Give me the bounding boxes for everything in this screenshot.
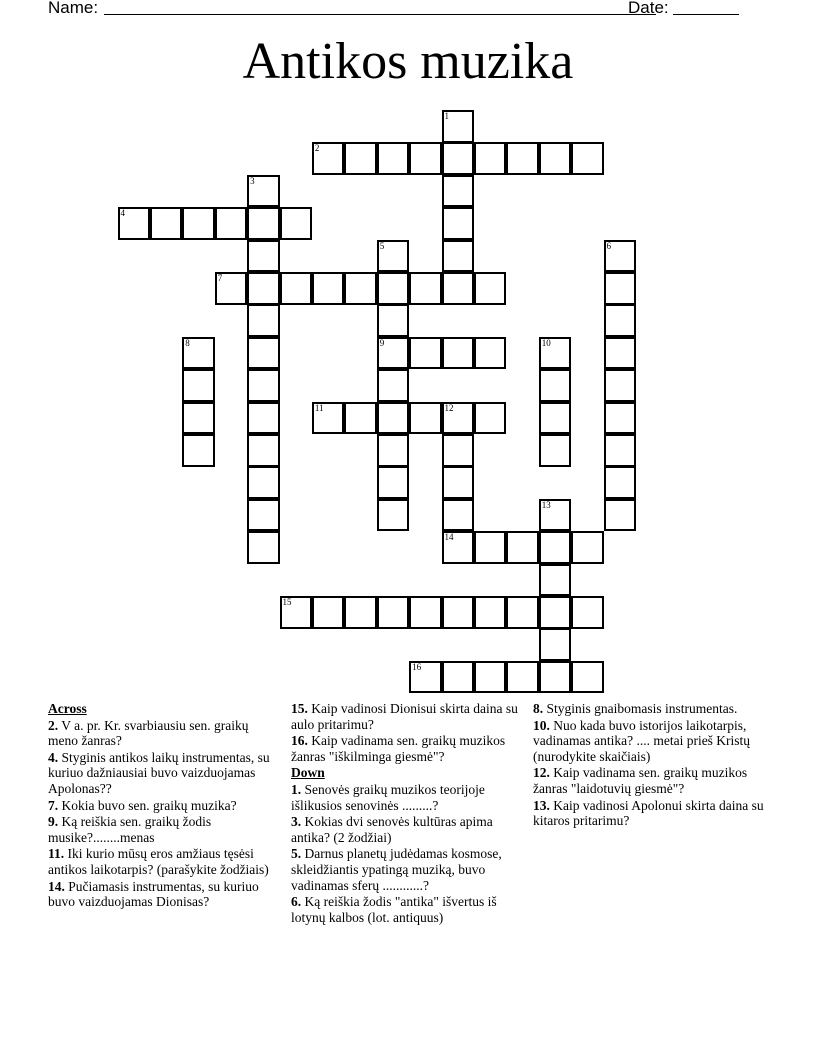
crossword-cell[interactable] — [182, 207, 215, 240]
crossword-cell[interactable] — [280, 207, 313, 240]
crossword-cell[interactable] — [604, 240, 637, 273]
crossword-cell[interactable] — [312, 142, 345, 175]
crossword-cell[interactable] — [442, 466, 475, 499]
crossword-cell[interactable] — [247, 531, 280, 564]
clue-item — [533, 701, 773, 717]
clue-item-number: 9. — [48, 814, 59, 830]
crossword-cell[interactable] — [506, 661, 539, 694]
clue-item-text: Kokia buvo sen. graikų muzika? — [61, 797, 237, 813]
clue-item — [291, 701, 523, 732]
crossword-cell[interactable] — [539, 628, 572, 661]
clue-item — [48, 814, 280, 845]
clue-item-number: 3. — [291, 814, 302, 830]
crossword-cell[interactable] — [377, 369, 410, 402]
crossword-cell[interactable] — [506, 142, 539, 175]
crossword-cell[interactable] — [247, 272, 280, 305]
crossword-cell[interactable] — [442, 337, 475, 370]
crossword-cell[interactable] — [247, 369, 280, 402]
crossword-cell[interactable] — [377, 596, 410, 629]
crossword-cell[interactable] — [344, 596, 377, 629]
clue-number: 10 — [541, 337, 551, 348]
clue-item-number: 8. — [533, 701, 544, 716]
down-heading: Down — [291, 765, 325, 781]
clue-item-number: 10. — [533, 717, 550, 733]
crossword-cell[interactable] — [247, 304, 280, 337]
crossword-cell[interactable] — [539, 337, 572, 370]
clue-item-text: Ką reiškia žodis "antika" išvertus iš lotynų kalbos (lot. antiquus) — [291, 894, 497, 925]
clue-item-text: Styginis gnaibomasis instrumentas. — [546, 701, 738, 716]
clue-item — [48, 798, 280, 814]
crossword-cell[interactable] — [571, 661, 604, 694]
crossword-cell[interactable] — [182, 337, 215, 370]
crossword-cell[interactable] — [312, 596, 345, 629]
crossword-cell[interactable] — [604, 272, 637, 305]
crossword-cell[interactable] — [474, 337, 507, 370]
crossword-cell[interactable] — [247, 337, 280, 370]
clue-number: 12 — [444, 402, 454, 413]
clue-number: 4 — [120, 208, 125, 219]
crossword-cell[interactable] — [377, 272, 410, 305]
clue-item-text: Kaip vadinama sen. graikų muzikos žanras "laidotuvių giesmė"? — [533, 765, 748, 796]
crossword-cell[interactable] — [182, 402, 215, 435]
crossword-cell[interactable] — [442, 272, 475, 305]
crossword-cell[interactable] — [312, 272, 345, 305]
clue-item — [291, 894, 523, 925]
clue-item — [291, 846, 523, 893]
clue-item — [48, 846, 280, 877]
crossword-cell[interactable] — [442, 207, 475, 240]
clue-item-text: Iki kurio mūsų eros amžiaus tęsėsi antikos laikotarpis? (parašykite žodžiais) — [48, 846, 269, 877]
crossword-cell[interactable] — [247, 207, 280, 240]
crossword-cell[interactable] — [442, 110, 475, 143]
crossword-cell[interactable] — [442, 402, 475, 435]
crossword-cell[interactable] — [604, 499, 637, 532]
clue-item — [533, 718, 773, 765]
clue-item — [48, 750, 280, 797]
clue-number: 15 — [282, 597, 292, 607]
crossword-cell[interactable] — [215, 272, 248, 305]
name-label: Name: — [48, 0, 99, 17]
crossword-cell[interactable] — [215, 207, 248, 240]
crossword-cell[interactable] — [474, 596, 507, 629]
crossword-cell[interactable] — [604, 304, 637, 337]
crossword-cell[interactable] — [409, 142, 442, 175]
crossword-cell[interactable] — [150, 207, 183, 240]
date-label: Date: — [628, 0, 669, 17]
clue-number: 11 — [314, 402, 324, 413]
clue-item-text: Darnus planetų judėdamas kosmose, skleidžiantis ypatingą muziką, buvo vadinamas sferų ............? — [291, 846, 502, 893]
crossword-cell[interactable] — [312, 402, 345, 435]
crossword-cell[interactable] — [604, 402, 637, 435]
clue-item-text: Senovės graikų muzikos teorijoje išlikusios senovinės .........? — [291, 781, 485, 813]
crossword-cell[interactable] — [377, 304, 410, 337]
crossword-cell[interactable] — [571, 142, 604, 175]
clue-item-number: 16. — [291, 733, 308, 749]
clue-item-text: Kaip vadinosi Dionisui skirta daina su aulo pritarimu? — [291, 701, 518, 732]
crossword-cell[interactable] — [182, 369, 215, 402]
crossword-cell[interactable] — [539, 499, 572, 532]
clues-column-2 — [291, 701, 523, 926]
clue-item — [291, 733, 523, 764]
crossword-cell[interactable] — [344, 142, 377, 175]
crossword-cell[interactable] — [604, 337, 637, 370]
clues-column-1 — [48, 701, 280, 911]
crossword-cell[interactable] — [377, 142, 410, 175]
crossword-cell[interactable] — [247, 175, 280, 208]
crossword-cell[interactable] — [539, 434, 572, 467]
crossword-cell[interactable] — [409, 661, 442, 694]
clue-number: 9 — [379, 337, 385, 348]
crossword-cell[interactable] — [182, 434, 215, 467]
crossword-cell[interactable] — [506, 596, 539, 629]
clue-number: 6 — [606, 240, 611, 251]
clue-item-number: 11. — [48, 846, 65, 862]
across-heading: Across — [48, 701, 87, 716]
clue-item-number: 7. — [48, 797, 59, 813]
crossword-cell[interactable] — [409, 337, 442, 370]
crossword-cell[interactable] — [247, 402, 280, 435]
crossword-cell[interactable] — [377, 337, 410, 370]
clue-item-text: Pučiamasis instrumentas, su kuriuo buvo vaizduojamas Dionisas? — [48, 878, 259, 910]
crossword-cell[interactable] — [377, 466, 410, 499]
clue-item-text: Ką reiškia sen. graikų žodis musike?........menas — [48, 814, 212, 845]
clue-item-number: 4. — [48, 749, 59, 765]
clue-item-text: V a. pr. Kr. svarbiausiu sen. graikų meno žanras? — [48, 717, 249, 749]
crossword-cell[interactable] — [409, 596, 442, 629]
crossword-cell[interactable] — [442, 434, 475, 467]
crossword-cell[interactable] — [539, 661, 572, 694]
crossword-cell[interactable] — [474, 661, 507, 694]
clue-number: 5 — [379, 240, 385, 251]
clue-item-number: 5. — [291, 846, 302, 862]
clue-item-number: 15. — [291, 701, 308, 716]
crossword-cell[interactable] — [474, 531, 507, 564]
clue-item-number: 2. — [48, 717, 59, 733]
crossword-cell[interactable] — [506, 531, 539, 564]
clue-item-number: 6. — [291, 894, 302, 910]
clue-item — [533, 765, 773, 796]
crossword-cell[interactable] — [474, 272, 507, 305]
clue-item — [291, 814, 523, 845]
clue-number: 7 — [217, 273, 223, 283]
puzzle-title: Antikos muzika — [242, 33, 574, 90]
crossword-cell[interactable] — [604, 434, 637, 467]
clue-item-text: Styginis antikos laikų instrumentas, su kuriuo dažniausiai buvo vaizduojamas Apolonas?? — [48, 749, 270, 796]
clue-item — [533, 798, 773, 829]
crossword-cell[interactable] — [442, 531, 475, 564]
clue-number: 16 — [412, 661, 422, 672]
clues-column-3 — [533, 701, 773, 830]
crossword-cell[interactable] — [280, 272, 313, 305]
clue-number: 1 — [444, 111, 449, 121]
clue-item-number: 1. — [291, 781, 302, 797]
crossword-cell[interactable] — [377, 434, 410, 467]
clue-item-text: Nuo kada buvo istorijos laikotarpis, vadinamas antika? .... metai prieš Kristų (nurodykite skaičiais) — [533, 717, 751, 764]
clue-number: 2 — [314, 143, 320, 154]
clue-number: 13 — [541, 499, 551, 510]
crossword-cell[interactable] — [280, 596, 313, 629]
clue-item-text: Kokias dvi senovės kultūras apima antika? (2 žodžiai) — [291, 814, 493, 845]
clue-item-number: 12. — [533, 765, 550, 781]
crossword-cell[interactable] — [604, 369, 637, 402]
crossword-cell[interactable] — [442, 499, 475, 532]
clue-number: 8 — [185, 337, 190, 348]
crossword-cell[interactable] — [118, 207, 151, 240]
crossword-cell[interactable] — [247, 499, 280, 532]
crossword-cell[interactable] — [442, 596, 475, 629]
clue-item-text: Kaip vadinama sen. graikų muzikos žanras "iškilminga giesmė"? — [291, 733, 506, 764]
crossword-cell[interactable] — [344, 402, 377, 435]
clue-item-number: 14. — [48, 878, 65, 894]
clue-item — [48, 718, 280, 749]
clue-number: 14 — [444, 532, 454, 543]
crossword-cell[interactable] — [442, 142, 475, 175]
crossword-cell[interactable] — [539, 531, 572, 564]
crossword-cell[interactable] — [377, 240, 410, 273]
crossword-cell[interactable] — [571, 596, 604, 629]
crossword-cell[interactable] — [247, 434, 280, 467]
clue-item-text: Kaip vadinosi Apolonui skirta daina su kitaros pritarimu? — [533, 797, 764, 829]
clue-item — [48, 879, 280, 910]
crossword-cell[interactable] — [539, 596, 572, 629]
crossword-cell[interactable] — [539, 369, 572, 402]
crossword-cell[interactable] — [539, 142, 572, 175]
crossword-cell[interactable] — [377, 402, 410, 435]
clue-item-number: 13. — [533, 797, 550, 813]
crossword-cell[interactable] — [604, 466, 637, 499]
crossword-cell[interactable] — [539, 402, 572, 435]
crossword-cell[interactable] — [442, 661, 475, 694]
crossword-cell[interactable] — [247, 466, 280, 499]
clue-number: 3 — [250, 175, 255, 186]
crossword-cell[interactable] — [344, 272, 377, 305]
crossword-cell[interactable] — [474, 402, 507, 435]
crossword-cell[interactable] — [539, 564, 572, 597]
crossword-cell[interactable] — [474, 142, 507, 175]
crossword-cell[interactable] — [247, 240, 280, 273]
crossword-cell[interactable] — [571, 531, 604, 564]
crossword-cell[interactable] — [409, 272, 442, 305]
crossword-cell[interactable] — [442, 240, 475, 273]
crossword-cell[interactable] — [409, 402, 442, 435]
crossword-cell[interactable] — [442, 175, 475, 208]
crossword-cell[interactable] — [377, 499, 410, 532]
clue-item — [291, 782, 523, 813]
